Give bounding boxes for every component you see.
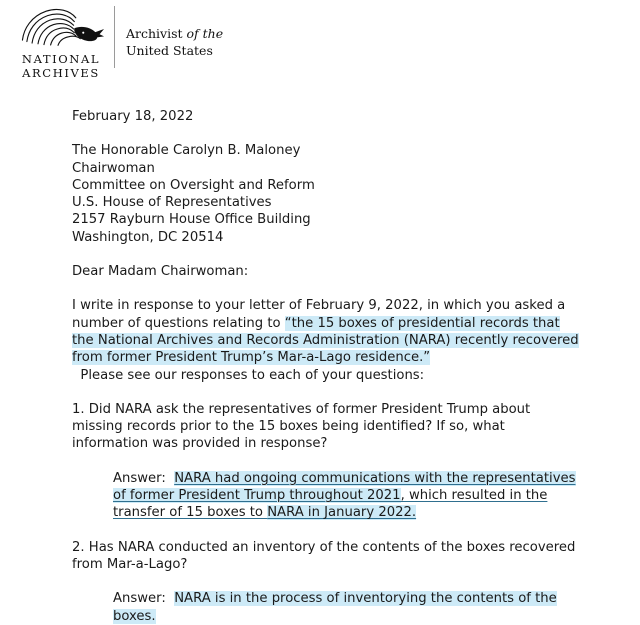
answer-1-spacer <box>166 471 174 486</box>
address-line: Chairwoman <box>72 160 155 176</box>
archivist-title <box>126 26 223 60</box>
intro-text-before: I write in response to your letter of February 9, 2022, in which you asked a number of questions relating to <box>72 298 566 331</box>
intro-paragraph <box>72 297 584 383</box>
national-archives-logo <box>16 6 106 80</box>
answer-2-spacer <box>166 591 174 606</box>
letterhead-divider <box>114 6 115 68</box>
logo-wordmark-line-2: ARCHIVES <box>22 65 100 80</box>
national-archives-eagle-icon <box>16 6 106 52</box>
highlighted-quote: “the 15 boxes of presidential records that the National Archives and Records Administration (NARA) recently recovered from former President Trump’s Mar-a-Lago residence.” <box>72 315 579 366</box>
letterhead <box>0 0 640 92</box>
answer-2-highlighted: NARA is in the process of inventorying the contents of the boxes. <box>113 591 557 624</box>
salutation: Dear Madam Chairwoman: <box>72 264 249 280</box>
answer-1 <box>113 470 584 522</box>
logo-wordmark-line-1: NATIONAL <box>21 52 101 66</box>
intro-text-after: Please see our responses to each of your questions: <box>72 367 425 383</box>
logo-wordmark <box>16 53 106 80</box>
archivist-title-line-2: United States <box>126 42 213 58</box>
address-line: 2157 Rayburn House Office Building <box>72 212 311 228</box>
letter-body <box>0 108 640 625</box>
answer-2-label: Answer: <box>113 591 166 607</box>
answer-2 <box>113 590 584 625</box>
address-line: The Honorable Carolyn B. Maloney <box>72 143 301 159</box>
answer-1-underlined: , which resulted in the transfer of 15 boxes to <box>113 488 548 521</box>
address-line: U.S. House of Representatives <box>72 195 272 211</box>
archivist-of-the: of the <box>186 26 224 41</box>
letter-date: February 18, 2022 <box>72 109 194 124</box>
answer-1-highlighted-underlined-end: NARA in January 2022. <box>267 505 417 521</box>
archivist-word: Archivist <box>126 26 187 41</box>
question-2: 2. Has NARA conducted an inventory of the contents of the boxes recovered from Mar-a-Lago? <box>72 539 576 572</box>
recipient-address <box>72 142 584 246</box>
answer-1-highlighted-underlined: NARA had ongoing communications with the representatives of former President Trump throughout 2021 <box>113 470 576 504</box>
question-1: 1. Did NARA ask the representatives of former President Trump about missing records prior to the 15 boxes being identified? If so, what information was provided in response? <box>72 401 531 452</box>
archivist-title-line-1 <box>126 26 223 43</box>
address-line: Washington, DC 20514 <box>72 229 224 245</box>
address-line: Committee on Oversight and Reform <box>72 177 315 193</box>
answer-1-label: Answer: <box>113 470 166 486</box>
